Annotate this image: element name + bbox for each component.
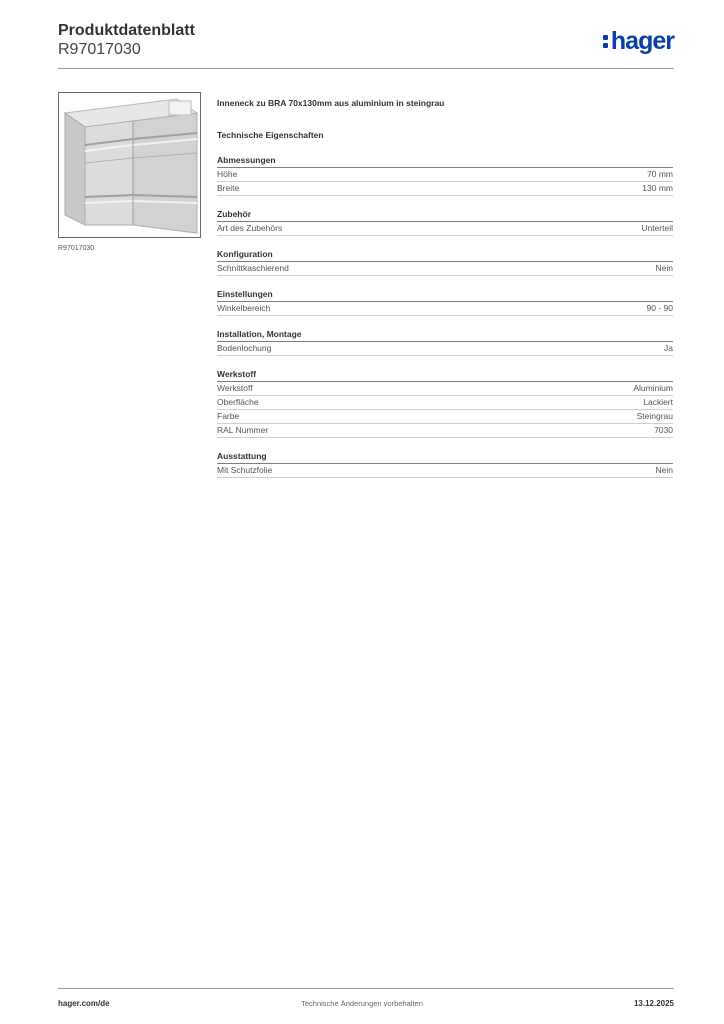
section-abmessungen [217,154,673,196]
spec-value: Aluminium [633,383,673,393]
spec-label: RAL Nummer [217,425,269,435]
product-image [58,92,201,238]
page-header [58,20,674,68]
spec-row [217,222,673,236]
spec-row [217,410,673,424]
section-installation-montage [217,328,673,356]
spec-label: Schnittkaschierend [217,263,289,273]
spec-row [217,168,673,182]
spec-value: 130 mm [642,183,673,193]
hager-logo [603,26,674,56]
product-number: R97017030 [58,41,141,58]
section-ausstattung [217,450,673,478]
spec-value: Lackiert [643,397,673,407]
spec-label: Mit Schutzfolie [217,465,273,475]
section-title: Einstellungen [217,288,673,302]
section-einstellungen [217,288,673,316]
spec-row [217,302,673,316]
spec-label: Winkelbereich [217,303,271,313]
spec-value: Ja [664,343,673,353]
spec-label: Art des Zubehörs [217,223,283,233]
logo-text: hager [610,26,674,55]
section-title: Abmessungen [217,154,673,168]
spec-row [217,262,673,276]
section-title: Installation, Montage [217,328,673,342]
spec-label: Bodenlochung [217,343,272,353]
section-title: Zubehör [217,208,673,222]
corner-duct-illustration [59,93,200,237]
spec-value: 70 mm [647,169,673,179]
section-title: Konfiguration [217,248,673,262]
spec-row [217,424,673,438]
spec-value: Nein [655,465,673,475]
spec-row [217,382,673,396]
section-title: Ausstattung [217,450,673,464]
spec-label: Werkstoff [217,383,253,393]
spec-row [217,342,673,356]
spec-row [217,182,673,196]
header-divider [58,68,674,69]
footer-divider [58,988,674,989]
product-details [217,96,673,478]
footer-website-link[interactable]: hager.com/de [58,999,110,1008]
technical-properties-heading: Technische Eigenschaften [217,130,324,140]
spec-row [217,396,673,410]
section-title: Werkstoff [217,368,673,382]
footer-disclaimer: Technische Änderungen vorbehalten [301,999,423,1008]
spec-label: Farbe [217,411,240,421]
section-zubehoer [217,208,673,236]
spec-value: Unterteil [641,223,673,233]
spec-row [217,464,673,478]
spec-value: Nein [655,263,673,273]
section-konfiguration [217,248,673,276]
product-description: Inneneck zu BRA 70x130mm aus aluminium in steingrau [217,98,445,108]
spec-label: Höhe [217,169,238,179]
image-caption: R97017030 [58,245,95,252]
section-werkstoff [217,368,673,438]
spec-value: 90 - 90 [646,303,673,313]
spec-label: Breite [217,183,240,193]
spec-value: Steingrau [636,411,673,421]
spec-value: 7030 [654,425,673,435]
logo-colon-icon [603,32,609,50]
page-title: Produktdatenblatt [58,22,195,39]
spec-label: Oberfläche [217,397,259,407]
footer-date: 13.12.2025 [633,999,674,1008]
